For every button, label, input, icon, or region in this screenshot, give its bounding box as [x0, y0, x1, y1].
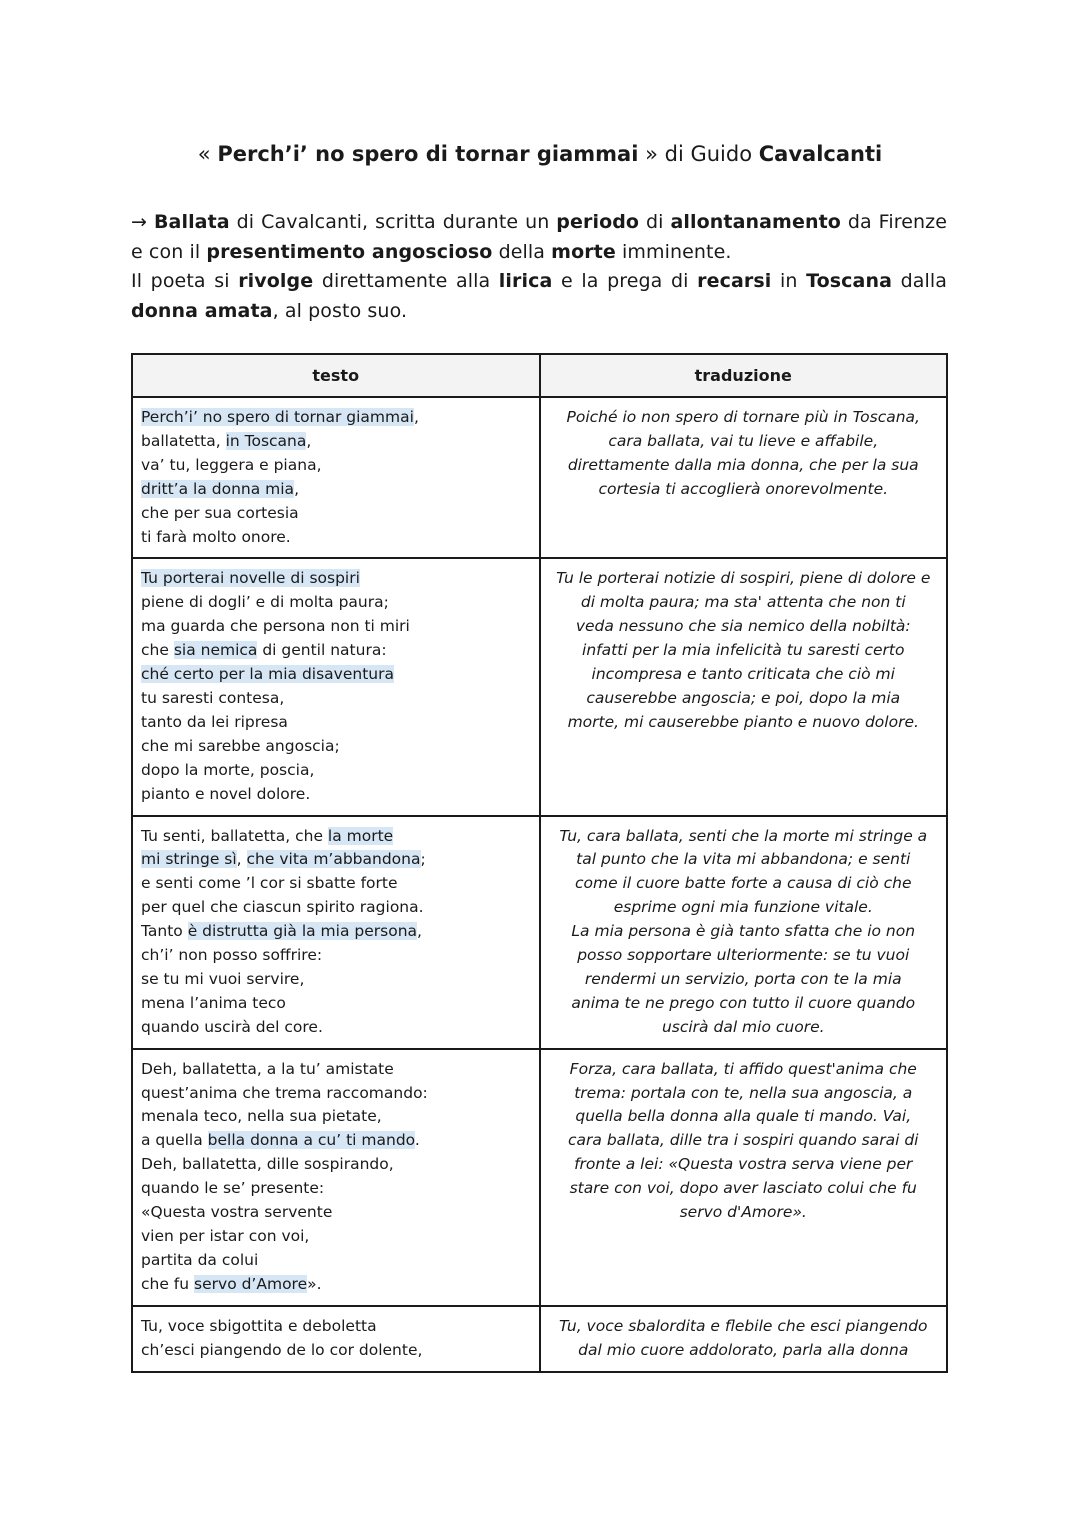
verse-line	[141, 1225, 531, 1249]
verse-text: dopo la morte, poscia,	[141, 760, 315, 779]
verse-text: a quella	[141, 1131, 208, 1150]
translation-line: esprime ogni mia funzione vitale.	[613, 898, 873, 917]
intro-p2-run: imminente.	[615, 240, 732, 263]
translation-line: La mia persona è già tanto sfatta che io non	[571, 922, 916, 941]
verse-line	[141, 454, 531, 478]
intro-line-1	[131, 208, 947, 238]
translation-line: veda nessuno che sia nemico della nobiltà:	[575, 617, 911, 636]
verse-line	[141, 992, 531, 1016]
verse-text: va’ tu, leggera e piana,	[141, 455, 322, 474]
poem-table-body	[132, 397, 947, 1372]
table-row	[132, 1306, 947, 1372]
translation-line: tal punto che la vita mi abbandona; e senti	[576, 850, 911, 869]
translation-line: stare con voi, dopo aver lasciato colui che fu	[569, 1179, 917, 1198]
verse-line	[141, 687, 531, 711]
verse-line	[141, 591, 531, 615]
translation-line: morte, mi causerebbe pianto e nuovo dolore.	[567, 712, 919, 731]
translation-line: rendermi un servizio, porta con te la mia	[584, 969, 902, 988]
translation-line: Tu, voce sbalordita e flebile che esci piangendo	[558, 1316, 928, 1335]
verse-line	[141, 639, 531, 663]
verse-text: ,	[413, 408, 419, 426]
stanza-original	[132, 1049, 540, 1306]
verse-line	[141, 1129, 531, 1153]
stanza-translation	[540, 558, 948, 815]
translation-line: di molta paura; ma sta' attenta che non ti	[580, 593, 906, 612]
verse-text: ti farà molto onore.	[141, 527, 291, 546]
intro-p3-run: direttamente alla	[313, 270, 499, 292]
translation-line: trema: portala con te, nella sua angoscia, a	[574, 1083, 913, 1102]
verse-text: ».	[307, 1274, 322, 1293]
verse-text: menala teco, nella sua pietate,	[141, 1107, 382, 1126]
intro-p3-run: recarsi	[697, 270, 772, 292]
verse-line	[141, 1273, 531, 1297]
title-byline: » di Guido	[638, 142, 759, 166]
poem-table	[131, 353, 948, 1373]
intro-paragraph	[131, 208, 947, 326]
intro-p3-run: , al posto suo.	[272, 299, 408, 322]
verse-line	[141, 759, 531, 783]
verse-line	[141, 1177, 531, 1201]
stanza-translation	[540, 1306, 948, 1372]
verse-text: pianto e novel dolore.	[141, 784, 311, 803]
verse-text: di gentil natura:	[257, 641, 387, 660]
verse-line	[141, 968, 531, 992]
intro-line-3	[131, 267, 947, 326]
verse-line	[141, 1315, 531, 1339]
highlighted-text: dritt’a la donna mia	[141, 479, 295, 498]
intro-p3-run: e la prega di	[552, 270, 698, 292]
translation-line: Tu, cara ballata, senti che la morte mi stringe a	[559, 826, 928, 845]
verse-line	[141, 1201, 531, 1225]
translation-line: Forza, cara ballata, ti affido quest'anima che	[569, 1059, 917, 1078]
table-row	[132, 558, 947, 815]
verse-text: .	[414, 1131, 420, 1150]
translation-line: posso sopportare ulteriormente: se tu vuoi	[577, 946, 910, 965]
highlighted-text: la morte	[327, 826, 394, 845]
highlighted-text: Perch’i’ no spero di tornar giammai	[141, 408, 414, 426]
verse-text: che mi sarebbe angoscia;	[141, 736, 340, 755]
verse-text: ,	[294, 479, 299, 498]
poem-title: Perch’i’ no spero di tornar giammai	[217, 142, 639, 166]
intro-p1-run: da Firenze	[840, 211, 947, 233]
verse-text: Deh, ballatetta, a la tu’ amistate	[141, 1059, 394, 1078]
intro-p3-run: Toscana	[806, 270, 892, 292]
intro-p2-run: presentimento angoscioso	[206, 240, 493, 263]
verse-line	[141, 1249, 531, 1273]
page-title	[0, 139, 1080, 169]
table-row	[132, 1049, 947, 1306]
verse-text: quando uscirà del core.	[141, 1017, 323, 1036]
verse-text: piene di dogli’ e di molta paura;	[141, 593, 389, 612]
verse-text: e senti come ’l cor si sbatte forte	[141, 874, 398, 893]
verse-text: che fu	[141, 1274, 195, 1293]
table-row	[132, 816, 947, 1049]
highlighted-text: mi stringe sì	[141, 850, 237, 869]
highlighted-text: Tu porterai novelle di sospiri	[141, 569, 360, 588]
verse-line	[141, 711, 531, 735]
verse-text: ,	[417, 922, 422, 941]
verse-text: se tu mi vuoi servire,	[141, 969, 305, 988]
highlighted-text: che vita m’abbandona	[246, 850, 421, 869]
verse-line	[141, 567, 531, 591]
highlighted-text: ché certo per la mia disaventura	[141, 665, 394, 684]
highlighted-text: bella donna a cu’ ti mando	[207, 1131, 415, 1150]
verse-text: ,	[306, 431, 312, 450]
intro-p3-run: Il poeta si	[131, 270, 239, 292]
translation-line: uscirà dal mio cuore.	[661, 1017, 825, 1036]
verse-text: Tanto	[141, 922, 188, 941]
intro-p3-run: lirica	[498, 270, 553, 292]
stanza-translation	[540, 1049, 948, 1306]
intro-p3-run: dalla	[892, 270, 947, 292]
intro-p3-run: in	[771, 270, 807, 292]
intro-p2-run: e con il	[131, 240, 207, 263]
title-open-quote: «	[197, 142, 218, 166]
stanza-original	[132, 1306, 540, 1372]
translation-line: dal mio cuore addolorato, parla alla donna	[578, 1340, 909, 1359]
verse-text: per quel che ciascun spirito ragiona.	[141, 898, 424, 917]
arrow-glyph: →	[131, 211, 154, 233]
translation-line: causerebbe angoscia; e poi, dopo la mia	[586, 688, 901, 707]
verse-text: ch’esci piangendo de lo cor dolente,	[141, 1340, 423, 1359]
verse-line	[141, 406, 531, 430]
translation-line: servo d'Amore».	[679, 1203, 807, 1222]
translation-line: cara ballata, dille tra i sospiri quando sarai di	[568, 1131, 919, 1150]
highlighted-text: sia nemica	[173, 641, 258, 660]
verse-text: quando le se’ presente:	[141, 1179, 325, 1198]
verse-line	[141, 478, 531, 502]
verse-text: tanto da lei ripresa	[141, 712, 288, 731]
verse-text: quest’anima che trema raccomando:	[141, 1083, 428, 1102]
intro-p1-run: allontanamento	[670, 211, 841, 233]
translation-line: incompresa e tanto criticata che ciò mi	[591, 665, 895, 684]
verse-line	[141, 1105, 531, 1129]
verse-line	[141, 896, 531, 920]
author-name: Cavalcanti	[758, 142, 883, 166]
verse-line	[141, 615, 531, 639]
intro-p1-run: Ballata	[153, 211, 230, 233]
verse-text: ;	[420, 850, 426, 869]
verse-text: ,	[236, 850, 247, 869]
verse-line	[141, 848, 531, 872]
highlighted-text: servo d’Amore	[194, 1274, 308, 1293]
verse-line	[141, 1153, 531, 1177]
verse-line	[141, 825, 531, 849]
intro-p3-run: rivolge	[238, 270, 314, 292]
intro-p1-run: periodo	[556, 211, 640, 233]
verse-line	[141, 944, 531, 968]
verse-text: Tu senti, ballatetta, che	[141, 826, 328, 845]
verse-line	[141, 783, 531, 807]
stanza-translation	[540, 397, 948, 558]
stanza-original	[132, 816, 540, 1049]
header-traduzione: traduzione	[540, 354, 948, 397]
translation-line: cortesia ti accoglierà onorevolmente.	[598, 479, 889, 498]
verse-line	[141, 920, 531, 944]
intro-line-2	[131, 238, 947, 268]
translation-line: direttamente dalla mia donna, che per la sua	[567, 455, 919, 474]
verse-line	[141, 1082, 531, 1106]
verse-text: che per sua cortesia	[141, 503, 299, 522]
verse-text: «Questa vostra servente	[141, 1203, 333, 1222]
verse-line	[141, 872, 531, 896]
verse-line	[141, 1339, 531, 1363]
verse-line	[141, 1058, 531, 1082]
table-row	[132, 397, 947, 558]
translation-line: fronte a lei: «Questa vostra serva viene per	[574, 1155, 913, 1174]
intro-p1-run: di Cavalcanti, scritta durante un	[229, 211, 557, 233]
verse-text: Tu, voce sbigottita e deboletta	[141, 1316, 377, 1335]
verse-line	[141, 1016, 531, 1040]
verse-text: mena l’anima teco	[141, 993, 286, 1012]
verse-text: Deh, ballatetta, dille sospirando,	[141, 1155, 394, 1174]
verse-line	[141, 735, 531, 759]
stanza-original	[132, 558, 540, 815]
verse-text: ch’i’ non posso soffrire:	[141, 946, 323, 965]
translation-line: quella bella donna alla quale ti mando. Vai,	[575, 1107, 912, 1126]
stanza-translation	[540, 816, 948, 1049]
intro-p2-run: della	[492, 240, 552, 263]
translation-line: Poiché io non spero di tornare più in Toscana,	[566, 408, 920, 426]
translation-line: infatti per la mia infelicità tu saresti certo	[582, 641, 905, 660]
verse-line	[141, 502, 531, 526]
verse-line	[141, 663, 531, 687]
highlighted-text: in Toscana	[225, 431, 307, 450]
translation-line: Tu le porterai notizie di sospiri, piene di dolore e	[556, 569, 931, 588]
intro-p1-run: di	[639, 211, 671, 233]
verse-text: ma guarda che persona non ti miri	[141, 617, 410, 636]
verse-line	[141, 430, 531, 454]
verse-text: tu saresti contesa,	[141, 688, 285, 707]
intro-p3-run: donna amata	[131, 299, 273, 322]
verse-text: vien per istar con voi,	[141, 1227, 310, 1245]
verse-text: partita da colui	[141, 1250, 259, 1269]
translation-line: come il cuore batte forte a causa di ciò che	[574, 874, 912, 893]
translation-line: cara ballata, vai tu lieve e affabile,	[608, 431, 879, 450]
verse-text: che	[141, 641, 174, 660]
verse-line	[141, 526, 531, 550]
highlighted-text: è distrutta già la mia persona	[187, 922, 418, 941]
header-testo: testo	[132, 354, 540, 397]
translation-line: anima te ne prego con tutto il cuore quando	[571, 993, 916, 1012]
table-header-row	[132, 354, 947, 397]
verse-text: ballatetta,	[141, 431, 226, 450]
intro-p2-run: morte	[551, 240, 616, 263]
stanza-original	[132, 397, 540, 558]
